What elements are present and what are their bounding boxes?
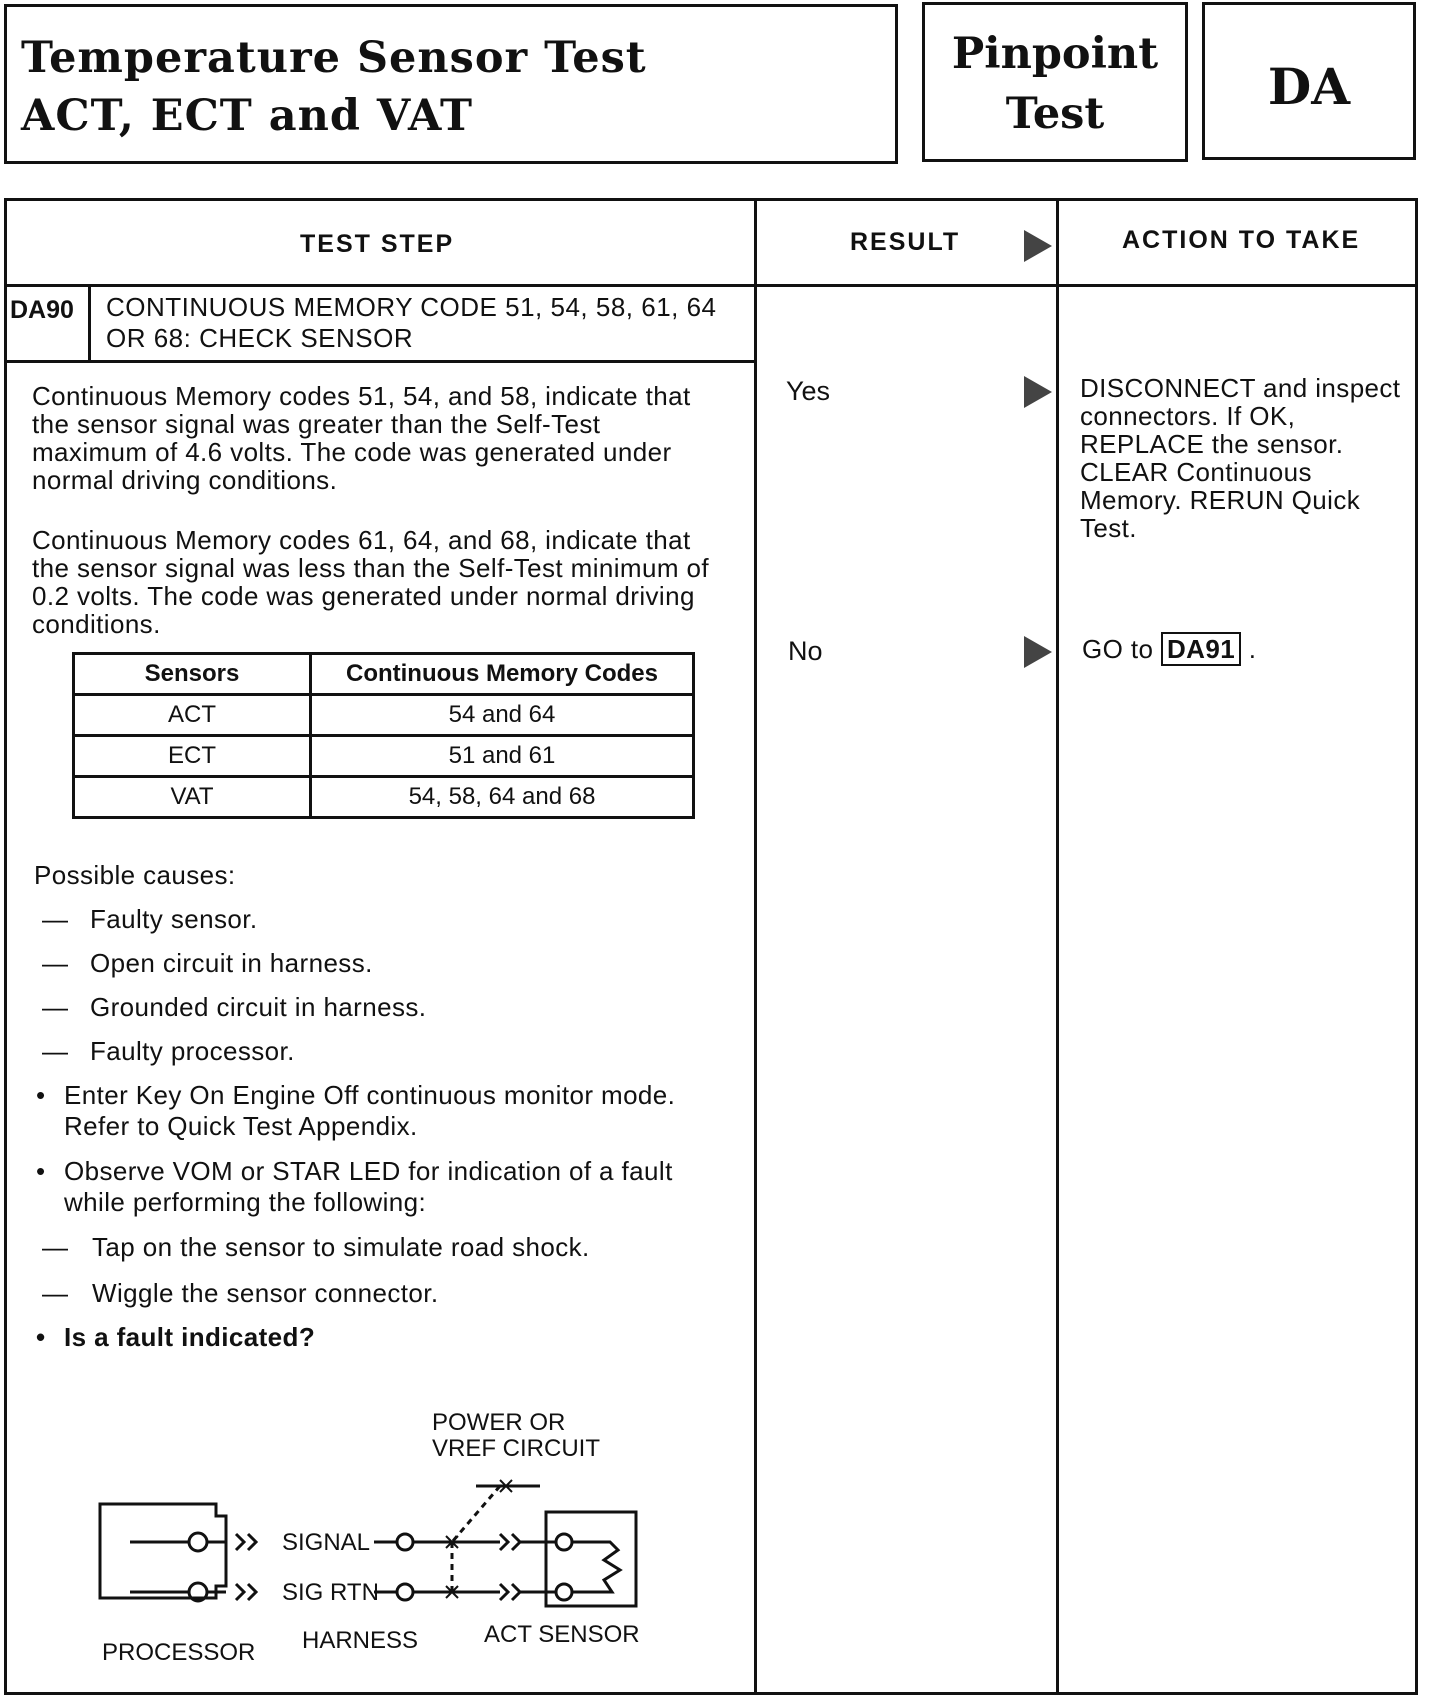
arrow-icon (1024, 636, 1052, 668)
header-divider (4, 284, 1418, 287)
action-no (1082, 634, 1256, 665)
table-row (74, 736, 694, 777)
causes-title: Possible causes: (34, 860, 236, 890)
step-header-divider (4, 360, 756, 363)
column-header-action: ACTION TO TAKE (1122, 226, 1361, 254)
step-id-divider (88, 284, 91, 362)
bullet-mark: • (36, 1156, 46, 1186)
instruction-observe: Observe VOM or STAR LED for indication of a fault while performing the following: (64, 1156, 673, 1217)
thermistor-icon (572, 1542, 620, 1592)
table-header-row (74, 654, 694, 695)
pinpoint-box (922, 2, 1188, 162)
processor-box (100, 1504, 226, 1598)
action-no-prefix: GO to (1082, 634, 1154, 664)
table-row (74, 695, 694, 736)
bottom-border (4, 1692, 1418, 1695)
instruction-keoo: Enter Key On Engine Off continuous monitor mode. Refer to Quick Test Appendix. (64, 1080, 676, 1141)
page-title-line2: ACT, ECT and VAT (21, 91, 473, 141)
label-act-sensor: ACT SENSOR (484, 1621, 640, 1648)
cause-item: Grounded circuit in harness. (90, 992, 427, 1022)
code-box (1202, 2, 1416, 160)
sensor-codes-table (72, 652, 695, 819)
cause-item: Faulty processor. (90, 1036, 295, 1066)
label-power: POWER OR (432, 1409, 566, 1436)
arrow-icon (1024, 230, 1052, 262)
sub-instruction: Tap on the sensor to simulate road shock. (92, 1232, 590, 1262)
table-header: Sensors (74, 654, 311, 695)
column-header-result: RESULT (850, 228, 961, 256)
table-cell: 51 and 61 (311, 736, 694, 777)
paragraph-low-codes: Continuous Memory codes 61, 64, and 68, indicate that the sensor signal was less than the Self-Test minimum of 0.2 volts. The code was generated under normal driving conditions. (32, 525, 710, 639)
dash-mark: — (42, 948, 69, 978)
action-yes: DISCONNECT and inspect connectors. If OK, REPLACE the sensor. CLEAR Continuous Memory. RERUN Quick Test. (1080, 373, 1401, 543)
result-no: No (788, 636, 823, 666)
dash-mark: — (42, 1278, 69, 1308)
label-signal: SIGNAL (282, 1529, 371, 1556)
paragraph-high-codes: Continuous Memory codes 51, 54, and 58, indicate that the sensor signal was greater than the Self-Test maximum of 4.6 volts. The code was generated under normal driving conditions. (32, 381, 691, 495)
pinpoint-label: Pinpoint (951, 29, 1159, 79)
cause-item: Faulty sensor. (90, 904, 258, 934)
step-title: CONTINUOUS MEMORY CODE 51, 54, 58, 61, 64 OR 68: CHECK SENSOR (106, 292, 717, 353)
cause-item: Open circuit in harness. (90, 948, 373, 978)
bullet-mark: • (36, 1080, 46, 1110)
test-code: DA (1267, 57, 1351, 116)
table-row (74, 777, 694, 818)
test-label: Test (1005, 89, 1105, 139)
page-title-line1: Temperature Sensor Test (21, 33, 647, 83)
table-cell: 54, 58, 64 and 68 (311, 777, 694, 818)
bullet-mark: • (36, 1322, 46, 1352)
table-header: Continuous Memory Codes (311, 654, 694, 695)
dash-mark: — (42, 904, 69, 934)
step-id: DA90 (10, 296, 74, 324)
question: Is a fault indicated? (64, 1322, 316, 1352)
column-divider-2 (1056, 198, 1059, 1694)
step-reference-link[interactable]: DA91 (1161, 632, 1241, 666)
dash-mark: — (42, 1232, 69, 1262)
table-cell: VAT (74, 777, 311, 818)
arrow-icon (1024, 376, 1052, 408)
table-cell: ECT (74, 736, 311, 777)
label-harness: HARNESS (302, 1627, 419, 1654)
title-box (4, 4, 898, 164)
label-vref: VREF CIRCUIT (432, 1435, 600, 1462)
dash-mark: — (42, 992, 69, 1022)
wiring-diagram (0, 1400, 760, 1690)
column-header-test-step: TEST STEP (300, 230, 455, 258)
table-cell: 54 and 64 (311, 695, 694, 736)
label-sig-rtn: SIG RTN (282, 1579, 379, 1606)
result-yes: Yes (786, 376, 831, 406)
label-processor: PROCESSOR (102, 1639, 256, 1666)
table-cell: ACT (74, 695, 311, 736)
dash-mark: — (42, 1036, 69, 1066)
sub-instruction: Wiggle the sensor connector. (92, 1278, 439, 1308)
action-no-suffix: . (1248, 634, 1257, 664)
